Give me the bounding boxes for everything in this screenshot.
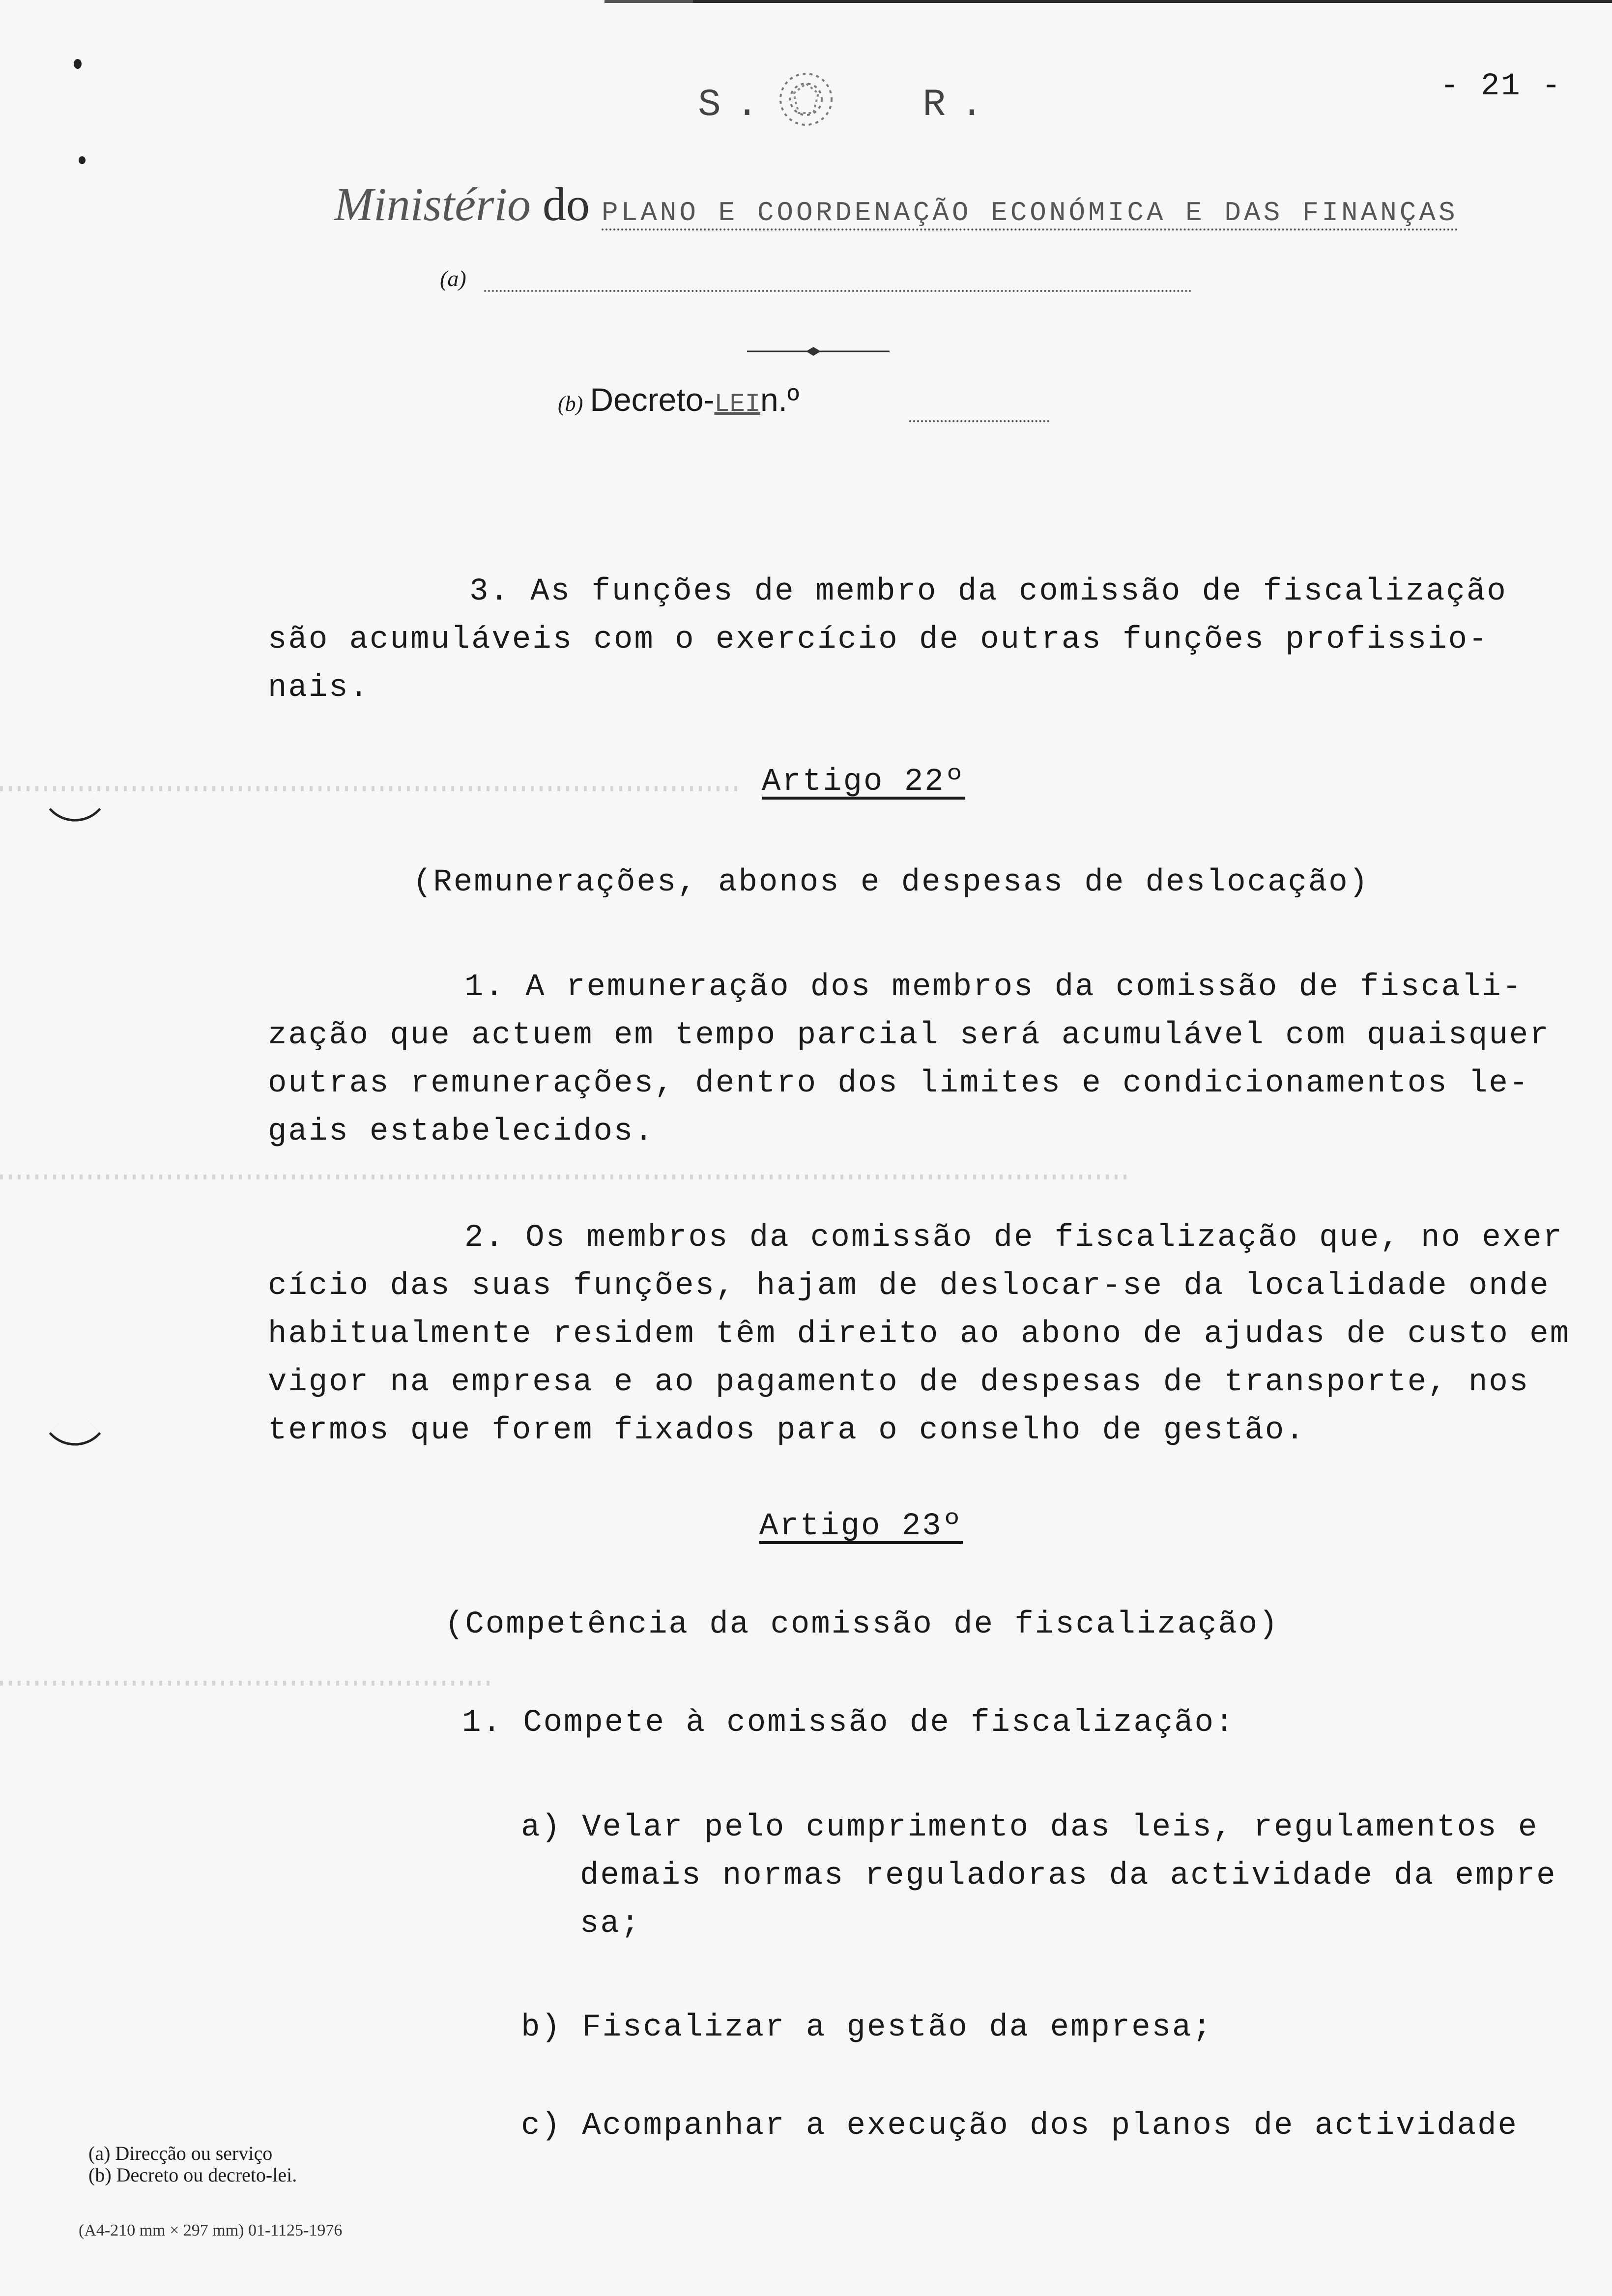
article-23-heading: Artigo 23º xyxy=(759,1509,963,1544)
footnote-b: (b) Decreto ou decreto-lei. xyxy=(88,2164,297,2186)
field-a-label: (a) xyxy=(440,266,466,291)
field-b-line xyxy=(909,420,1049,422)
scan-noise xyxy=(0,1681,491,1686)
form-code: (A4-210 mm × 297 mm) 01-1125-1976 xyxy=(79,2221,343,2239)
article-22-p2-line-3: habitualmente residem têm direito ao abono de ajudas de custo em xyxy=(268,1317,1570,1352)
coat-of-arms-seal xyxy=(767,64,845,138)
page-number: - 21 - xyxy=(1440,69,1562,104)
letterhead-initials xyxy=(698,84,998,127)
item-b: b) Fiscalizar a gestão da empresa; xyxy=(521,2010,1213,2045)
scan-noise xyxy=(0,1175,1130,1179)
article-23-p1: 1. Compete à comissão de fiscalização: xyxy=(462,1705,1236,1741)
item-a-line-3: sa; xyxy=(580,1906,641,1942)
decree-number-label: n.º xyxy=(760,381,800,418)
paragraph-3-line-1: 3. As funções de membro da comissão de fiscalização xyxy=(469,574,1507,609)
article-22-p1-line-3: outras remunerações, dentro dos limites e condicionamentos le- xyxy=(268,1066,1530,1101)
article-22-heading: Artigo 22º xyxy=(762,764,966,800)
field-a-line xyxy=(484,290,1192,292)
article-22-p1-line-2: zação que actuem em tempo parcial será acumulável com quaisquer xyxy=(268,1018,1550,1053)
footnotes xyxy=(88,2143,297,2186)
decree-line xyxy=(558,381,799,419)
footnote-a: (a) Direcção ou serviço xyxy=(88,2142,273,2164)
top-edge-mark xyxy=(604,0,693,3)
top-edge-line xyxy=(604,0,1612,3)
article-22-p1-line-1: 1. A remuneração dos membros da comissão de fiscali- xyxy=(464,970,1523,1005)
item-c: c) Acompanhar a execução dos planos de actividade xyxy=(521,2108,1518,2144)
article-22-p2-line-1: 2. Os membros da comissão de fiscalização que, no exer xyxy=(464,1220,1563,1256)
article-22-p2-line-2: cício das suas funções, hajam de deslocar-se da localidade onde xyxy=(268,1268,1550,1304)
paragraph-3-line-2: são acumuláveis com o exercício de outras funções profissio- xyxy=(268,622,1489,658)
article-22-p2-line-4: vigor na empresa e ao pagamento de despesas de transporte, nos xyxy=(268,1365,1530,1400)
article-23-subtitle: (Competência da comissão de fiscalização) xyxy=(445,1607,1279,1642)
ministry-do: do xyxy=(542,178,590,230)
ornament-divider xyxy=(747,344,890,359)
binding-mark xyxy=(49,1407,101,1460)
decree-lei: LEI xyxy=(714,390,761,419)
ministry-name: PLANO E COORDENAÇÃO ECONÓMICA E DAS FINANÇAS xyxy=(602,197,1458,230)
article-22-p1-line-4: gais estabelecidos. xyxy=(268,1114,655,1149)
ministry-title xyxy=(334,177,1458,231)
item-a-line-2: demais normas reguladoras da actividade da empre xyxy=(580,1858,1557,1894)
letterhead-right: R. xyxy=(922,84,998,127)
field-b-label: (b) xyxy=(558,392,583,416)
item-a-line-1: a) Velar pelo cumprimento das leis, regulamentos e xyxy=(521,1810,1539,1845)
binding-mark xyxy=(49,783,101,835)
letterhead-left: S. xyxy=(698,84,774,127)
ministry-prefix: Ministério xyxy=(334,178,531,230)
decree-word: Decreto- xyxy=(590,381,715,418)
article-22-subtitle: (Remunerações, abonos e despesas de deslocação) xyxy=(413,865,1370,900)
article-22-p2-line-5: termos que forem fixados para o conselho de gestão. xyxy=(268,1413,1306,1448)
punch-mark xyxy=(79,156,86,164)
paragraph-3-line-3: nais. xyxy=(268,670,370,706)
scan-noise xyxy=(0,786,737,791)
punch-mark xyxy=(74,59,82,69)
